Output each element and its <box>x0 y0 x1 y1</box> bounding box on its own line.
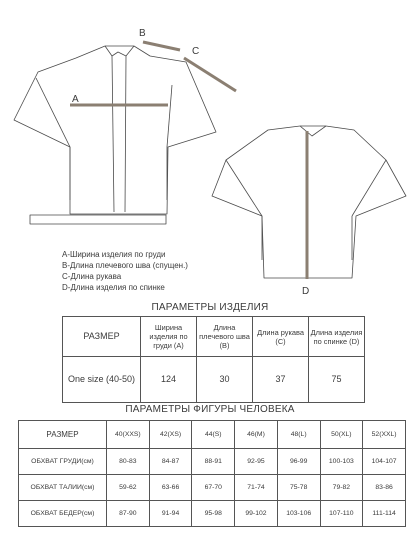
table-cell: 103-106 <box>277 501 320 527</box>
table-row <box>19 449 406 475</box>
legend-item-d: D-Длина изделия по спинке <box>62 283 165 292</box>
table-cell: 111-114 <box>363 501 406 527</box>
table-cell: 92-95 <box>235 449 278 475</box>
header-cell: РАЗМЕР <box>19 421 107 449</box>
table-row <box>19 501 406 527</box>
row-label: ОБХВАТ ТАЛИИ(см) <box>19 475 107 501</box>
table-header-row <box>63 317 365 357</box>
measure-b-line <box>143 42 180 50</box>
header-cell: 40(XXS) <box>107 421 150 449</box>
table-cell: 99-102 <box>235 501 278 527</box>
label-c: C <box>192 46 200 57</box>
table-header-row <box>19 421 406 449</box>
header-cell: Длина изделия по спинке (D) <box>309 317 365 357</box>
table-cell: 75-78 <box>277 475 320 501</box>
table-cell: 30 <box>197 357 253 403</box>
table-cell: 59-62 <box>107 475 150 501</box>
label-a: A <box>72 94 79 105</box>
table-cell: 96-99 <box>277 449 320 475</box>
header-cell: 52(XXL) <box>363 421 406 449</box>
header-cell: 48(L) <box>277 421 320 449</box>
header-cell: 46(M) <box>235 421 278 449</box>
table-cell: 71-74 <box>235 475 278 501</box>
table-cell: 88-91 <box>192 449 235 475</box>
legend-item-b: B-Длина плечевого шва (спущен.) <box>62 261 188 270</box>
table-cell: 95-98 <box>192 501 235 527</box>
table-cell: 80-83 <box>107 449 150 475</box>
legend-item-a: A-Ширина изделия по груди <box>62 250 166 259</box>
header-cell: 44(S) <box>192 421 235 449</box>
back-view-drawing <box>212 126 406 278</box>
label-b: B <box>139 28 146 39</box>
header-cell: РАЗМЕР <box>63 317 141 357</box>
header-cell: Ширина изделия по груди (А) <box>141 317 197 357</box>
table-cell: 87-90 <box>107 501 150 527</box>
front-view-drawing <box>14 46 216 224</box>
header-cell: 50(XL) <box>320 421 363 449</box>
header-cell: Длина плечевого шва (В) <box>197 317 253 357</box>
product-params-table <box>62 316 365 403</box>
table-cell: 67-70 <box>192 475 235 501</box>
table-cell: 100-103 <box>320 449 363 475</box>
table-cell: 107-110 <box>320 501 363 527</box>
table-cell: 75 <box>309 357 365 403</box>
table-cell: 37 <box>253 357 309 403</box>
table-cell: 83-86 <box>363 475 406 501</box>
table-cell: 79-82 <box>320 475 363 501</box>
header-cell: Длина рукава (С) <box>253 317 309 357</box>
legend-item-c: C-Длина рукава <box>62 272 122 281</box>
figure-params-title: ПАРАМЕТРЫ ФИГУРЫ ЧЕЛОВЕКА <box>125 404 295 415</box>
table-cell: 104-107 <box>363 449 406 475</box>
table-cell: 63-66 <box>149 475 192 501</box>
table-row <box>63 357 365 403</box>
label-d: D <box>302 286 310 297</box>
row-label: ОБХВАТ БЕДЕР(см) <box>19 501 107 527</box>
figure-params-table <box>18 420 406 527</box>
table-cell: One size (40-50) <box>63 357 141 403</box>
product-params-title: ПАРАМЕТРЫ ИЗДЕЛИЯ <box>151 302 269 313</box>
header-cell: 42(XS) <box>149 421 192 449</box>
table-cell: 84-87 <box>149 449 192 475</box>
table-cell: 124 <box>141 357 197 403</box>
table-row <box>19 475 406 501</box>
table-cell: 91-94 <box>149 501 192 527</box>
row-label: ОБХВАТ ГРУДИ(см) <box>19 449 107 475</box>
